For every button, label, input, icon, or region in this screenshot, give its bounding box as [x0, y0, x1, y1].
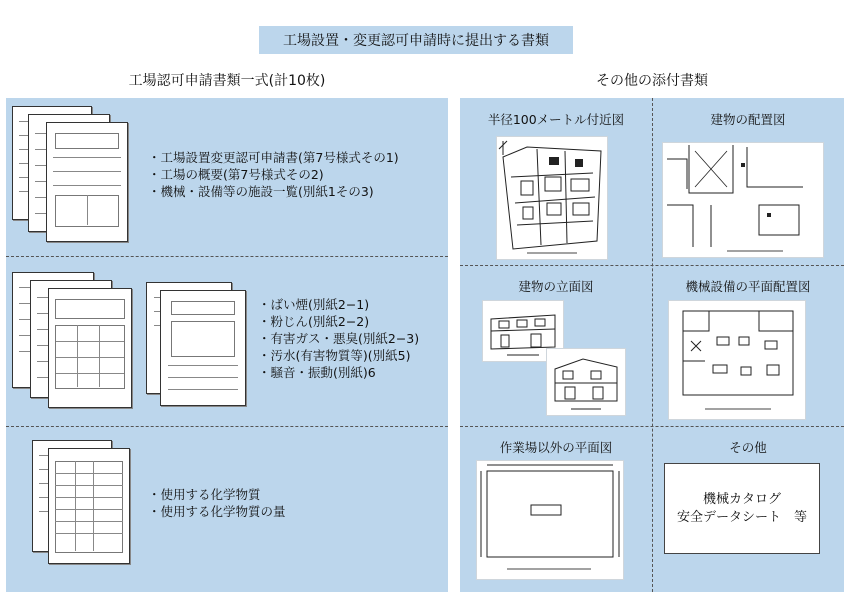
form-document: [48, 448, 130, 564]
divider: [652, 98, 653, 592]
floor-plan-image: [476, 460, 624, 580]
cell-label-site-plan: 建物の配置図: [710, 112, 786, 127]
site-plan-image: [662, 142, 824, 258]
cell-label-elevation: 建物の立面図: [518, 279, 594, 294]
form-document: [48, 288, 132, 408]
list-item: ・騒音・振動(別紙)6: [258, 365, 376, 380]
form-document: [46, 122, 128, 242]
form-list-1: [148, 149, 399, 200]
divider: [460, 426, 844, 427]
list-item: ・工場の概要(第7号様式その2): [148, 167, 324, 182]
list-item: ・有害ガス・悪臭(別紙2−3): [258, 331, 420, 346]
form-document: [160, 290, 246, 406]
form-list-3: [148, 486, 286, 520]
cell-label-other: その他: [729, 440, 767, 455]
other-documents-box: [664, 463, 820, 554]
list-item: ・機械・設備等の施設一覧(別紙1その3): [148, 184, 374, 199]
cell-label-vicinity-map: 半径100メートル付近図: [487, 112, 625, 127]
cell-label-equipment-layout: 機械設備の平面配置図: [685, 279, 811, 294]
right-heading: その他の添付書類: [596, 73, 708, 89]
other-item: 安全データシート 等: [676, 509, 807, 525]
vicinity-map-image: [496, 136, 608, 260]
list-item: ・工場設置変更認可申請書(第7号様式その1): [148, 150, 399, 165]
equipment-layout-image: [668, 300, 806, 420]
list-item: ・ばい煙(別紙2−1): [258, 297, 370, 312]
left-heading: 工場認可申請書類一式(計10枚): [128, 73, 326, 89]
other-item: 機械カタログ: [702, 491, 781, 507]
list-item: ・使用する化学物質の量: [148, 504, 286, 519]
form-list-2: [258, 296, 419, 381]
divider: [6, 426, 448, 427]
cell-label-floor-plan: 作業場以外の平面図: [499, 440, 613, 455]
list-item: ・粉じん(別紙2−2): [258, 314, 370, 329]
elevation-image: [546, 348, 626, 416]
list-item: ・使用する化学物質: [148, 487, 261, 502]
list-item: ・汚水(有害物質等)(別紙5): [258, 348, 411, 363]
page-title: 工場設置・変更認可申請時に提出する書類: [259, 26, 573, 54]
divider: [6, 256, 448, 257]
divider: [460, 265, 844, 266]
